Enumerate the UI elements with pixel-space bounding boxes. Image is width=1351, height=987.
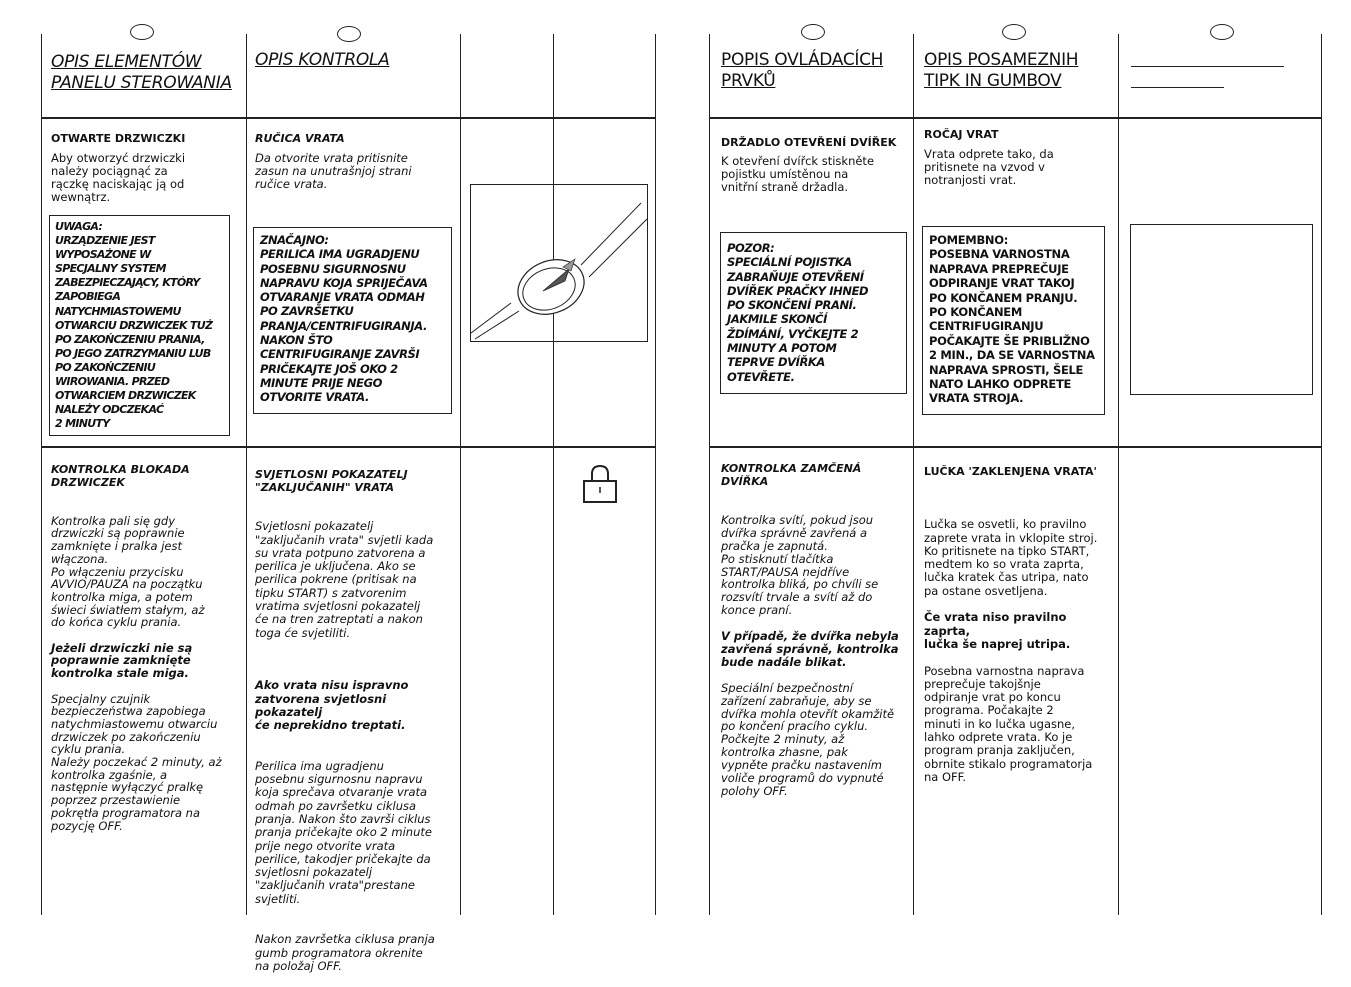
grid-line bbox=[41, 117, 656, 119]
padlock-icon bbox=[581, 464, 619, 504]
paragraph: Perilica ima ugradjenu posebnu sigurnosnu napravu koja sprečava otvaranje vrata odmah po završetku ciklusa pranja. Nakon što završi ciklus pranja pričekajte oko 2 minute prije nego otvorite vrata perilice, takodjer pričekajte da svjetlosni pokazatelj "zaključanih vrata"prestane svjetliti. bbox=[255, 758, 432, 906]
grid-line bbox=[553, 34, 554, 915]
section-heading-cz-door: DRŽADLO OTEVŘENÍ DVÍŘEK bbox=[721, 136, 897, 149]
language-oval-cz bbox=[801, 24, 825, 40]
column-title-hr: OPIS KONTROLA bbox=[255, 50, 390, 70]
door-handle-drawing bbox=[471, 185, 647, 341]
column-title-pl: OPIS ELEMENTÓW PANELU STEROWANIA bbox=[51, 52, 232, 93]
section-text-hr-door: Da otvorite vrata pritisnite zasun na unutrašnjoj strani ručice vrata. bbox=[255, 151, 412, 191]
paragraph: Kontrolka pali się gdy drzwiczki są poprawnie zamknięte i pralka jest włączona. Po włączeniu przycisku AVVIO/PAUZA na początku kontrolka miga, a potem świeci światłem stałym, aż do końca cyklu prania. bbox=[51, 513, 205, 630]
column-title-cz: POPIS OVLÁDACÍCH PRVKŮ bbox=[721, 50, 884, 91]
paragraph: Kontrolka svítí, pokud jsou dvířka správně zavřená a pračka je zapnutá. Po stisknutí tlačítka START/PAUSA nejdříve kontrolka bliká, po chvíli se rozsvítí trvale a svítí až do konce praní. bbox=[721, 512, 879, 618]
grid-line bbox=[1321, 34, 1322, 915]
grid-line bbox=[655, 34, 656, 915]
paragraph: Specjalny czujnik bezpieczeństwa zapobiega natychmiastowemu otwarciu drzwiczek po zakończeniu cyklu prania. Należy poczekać 2 minuty, aż kontrolka zgaśnie, a następnie wyłączyć pralkę poprzez przestawienie pokrętła programatora na pozycję OFF. bbox=[51, 691, 222, 833]
grid-line bbox=[1118, 34, 1119, 915]
paragraph: Speciální bezpečnostní zařízení zabraňuje, aby se dvířka mohla otevřít okamžitě po končení pracího cyklu. Počkejte 2 minuty, až kontrolka zhasne, pak vypněte pračku nastavením voliče programů do vypnuté polohy OFF. bbox=[721, 680, 895, 798]
paragraph-bold: Jeżeli drzwiczki nie są poprawnie zamknięte kontrolka stale miga. bbox=[51, 640, 193, 681]
paragraph: Svjetlosni pokazatelj "zaključanih vrata" svjetli kada su vrata potpuno zatvorena a perilica je uključena. Ako se perilica pokrene (pritisak na tipku START) s zatvorenim vratima svjetlosni pokazatelj će na tren zatreptati a nakon toga će svjetiliti. bbox=[255, 519, 434, 640]
blank-box bbox=[1130, 224, 1313, 395]
paragraph-bold: Če vrata niso pravilno zaprta, lučka še naprej utripa. bbox=[924, 610, 1071, 651]
section-text-si-door: Vrata odprete tako, da pritisnete na vzvod v notranjosti vrat. bbox=[924, 147, 1054, 187]
section-heading-cz-lock: KONTROLKA ZAMČENÁ DVÍŘKA bbox=[721, 462, 862, 488]
section-heading-hr-lock: SVJETLOSNI POKAZATELJ "ZAKLJUČANIH" VRATA bbox=[255, 468, 408, 494]
blank-title-line bbox=[1131, 66, 1284, 67]
language-oval-hr bbox=[337, 26, 361, 42]
language-oval-blank bbox=[1210, 24, 1234, 40]
grid-line bbox=[41, 34, 42, 915]
paragraph: Nakon završetka ciklusa pranja gumb programatora okrenite na položaj OFF. bbox=[255, 932, 435, 973]
section-body-cz-lock bbox=[721, 501, 911, 811]
warning-text-pl: UWAGA: URZĄDZENIE JEST WYPOSAŻONE W SPECJALNY SYSTEM ZABEZPIECZAJĄCY, KTÓRY ZAPOBIEGA NATYCHMIASTOWEMU OTWARCIU DRZWICZEK TUŻ PO ZAKOŃCZENIU PRANIA, PO JEGO ZATRZYMANIU LUB PO ZAKOŃCZENIU WIROWANIA. PRZED OTWARCIEM DRZWICZEK NALEŻY ODCZEKAĆ 2 MINUTY bbox=[55, 220, 213, 431]
section-body-hr-lock bbox=[255, 507, 455, 987]
paragraph: Posebna varnostna naprava preprečuje takojšnje odpiranje vrat po koncu programa. Počakajte 2 minuti in ko lučka ugasne, lahko odprete vrata. Ko je program pranja zaključen, obrnite stikalo programatorja na OFF. bbox=[924, 663, 1093, 784]
grid-line bbox=[246, 34, 247, 915]
paragraph-bold: V případě, že dvířka nebyla zavřená správně, kontrolka bude nadále blikat. bbox=[721, 629, 899, 669]
grid-line bbox=[41, 446, 656, 448]
section-text-cz-door: K otevření dvířck stiskněte pojistku umístěnou na vnitřní straně držadla. bbox=[721, 154, 875, 194]
section-body-pl-lock bbox=[51, 502, 243, 845]
section-heading-si-door: ROČAJ VRAT bbox=[924, 128, 999, 141]
warning-text-si: POMEMBNO: POSEBNA VARNOSTNA NAPRAVA PREPREČUJE ODPIRANJE VRAT TAKOJ PO KONČANEM PRANJU. PO KONČANEM CENTRIFUGIRANJU POČAKAJTE ŠE PRIBLIŽNO 2 MIN., DA SE VARNOSTNA NAPRAVA SPROSTI, ŠELE NATO LAHKO ODPRETE VRATA STROJA. bbox=[929, 233, 1095, 406]
blank-title-line bbox=[1131, 87, 1224, 88]
door-handle-illustration bbox=[470, 184, 648, 342]
grid-line bbox=[709, 446, 1322, 448]
grid-line bbox=[709, 117, 1322, 119]
paragraph-bold: Ako vrata nisu ispravno zatvorena svjetlosni pokazatelj će neprekidno treptati. bbox=[255, 678, 409, 733]
warning-text-cz: POZOR: SPECIÁLNÍ POJISTKA ZABRAŇUJE OTEVŘENÍ DVÍŘEK PRAČKY IHNED PO SKONČENÍ PRANÍ. JAKMILE SKONČÍ ŽDÍMÁNÍ, VYČKEJTE 2 MINUTY A POTOM TEPRVE DVÍŘKA OTEVŘETE. bbox=[727, 241, 869, 384]
section-heading-pl-lock: KONTROLKA BLOKADA DRZWICZEK bbox=[51, 463, 190, 489]
language-oval-si bbox=[1002, 24, 1026, 40]
grid-line bbox=[913, 34, 914, 915]
warning-text-hr: ZNAČAJNO: PERILICA IMA UGRADJENU POSEBNU SIGURNOSNU NAPRAVU KOJA SPRIJEČAVA OTVARANJE VRATA ODMAH PO ZAVRŠETKU PRANJA/CENTRIFUGIRANJA. NAKON ŠTO CENTRIFUGIRANJE ZAVRŠI PRIČEKAJTE JOŠ OKO 2 MINUTE PRIJE NEGO OTVORITE VRATA. bbox=[260, 233, 428, 405]
language-oval-pl bbox=[130, 24, 154, 40]
paragraph: Lučka se osvetli, ko pravilno zaprete vrata in vklopite stroj. Ko pritisnete na tipko START, medtem ko so vrata zaprta, lučka kratek čas utripa, nato pa ostane osvetljena. bbox=[924, 517, 1098, 598]
section-heading-si-lock: LUČKA 'ZAKLENJENA VRATA' bbox=[924, 465, 1097, 478]
grid-line bbox=[460, 34, 461, 915]
section-heading-hr-door: RUČICA VRATA bbox=[255, 132, 345, 145]
section-text-pl-door: Aby otworzyć drzwiczki należy pociągnąć za rączkę naciskając ją od wewnątrz. bbox=[51, 151, 186, 204]
column-title-si: OPIS POSAMEZNIH TIPK IN GUMBOV bbox=[924, 50, 1079, 91]
section-body-si-lock bbox=[924, 505, 1116, 798]
grid-line bbox=[709, 34, 710, 915]
section-heading-pl-door: OTWARTE DRZWICZKI bbox=[51, 132, 186, 145]
